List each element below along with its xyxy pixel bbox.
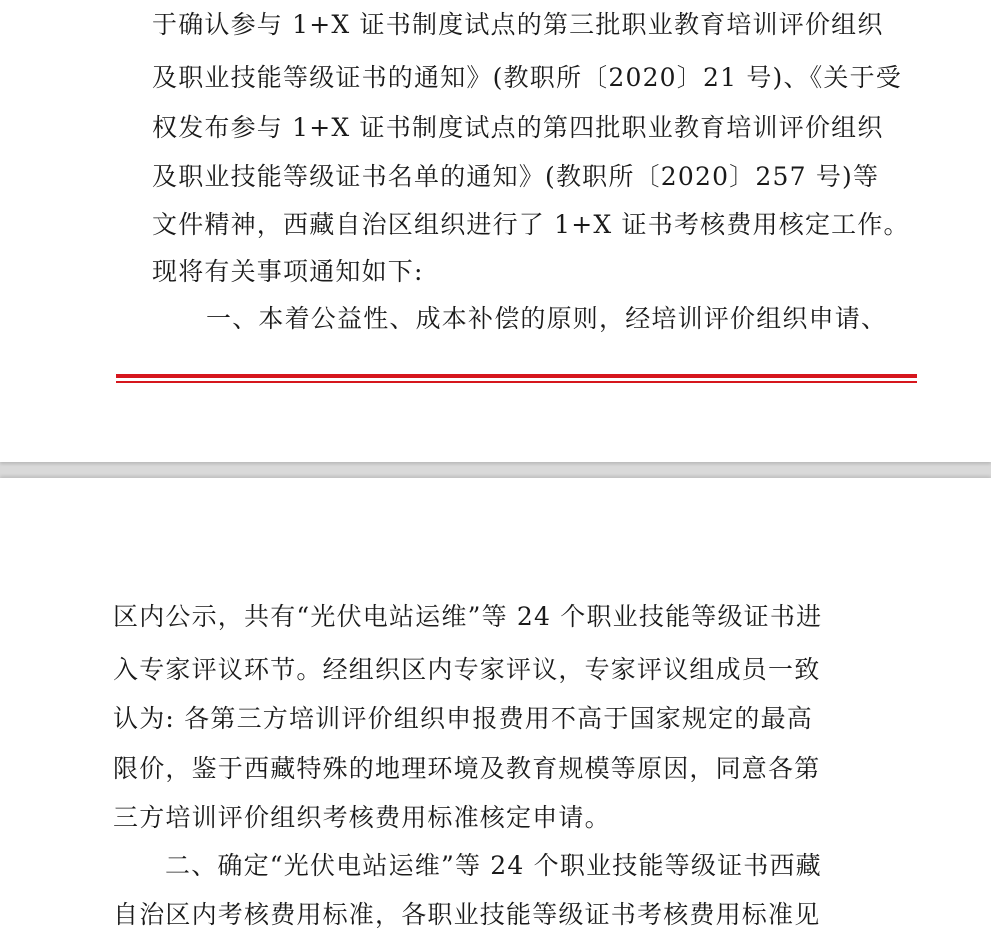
text-line: 权发布参与 1+X 证书制度试点的第四批职业教育培训评价组织 [152, 113, 884, 142]
red-divider-thick [116, 374, 917, 378]
text-line: 现将有关事项通知如下: [152, 257, 424, 286]
text-line: 于确认参与 1+X 证书制度试点的第三批职业教育培训评价组织 [152, 10, 884, 39]
text-line: 认为: 各第三方培训评价组织申报费用不高于国家规定的最高 [113, 704, 813, 733]
text-line: 区内公示，共有“光伏电站运维”等 24 个职业技能等级证书进 [113, 602, 823, 631]
document-page-2 [0, 478, 991, 940]
text-line: 二、确定“光伏电站运维”等 24 个职业技能等级证书西藏 [165, 851, 822, 880]
text-line: 三方培训评价组织考核费用标准核定申请。 [113, 803, 611, 832]
red-divider-thin [116, 381, 917, 383]
text-line: 入专家评议环节。经组织区内专家评议，专家评议组成员一致 [113, 655, 821, 684]
document-page-1 [0, 0, 991, 462]
text-line: 一、本着公益性、成本补偿的原则，经培训评价组织申请、 [206, 304, 888, 333]
text-line: 限价，鉴于西藏特殊的地理环境及教育规模等原因，同意各第 [113, 754, 821, 783]
text-line: 自治区内考核费用标准，各职业技能等级证书考核费用标准见 [113, 900, 821, 929]
text-line: 及职业技能等级证书名单的通知》(教职所〔2020〕257 号)等 [152, 162, 880, 191]
text-line: 文件精神，西藏自治区组织进行了 1+X 证书考核费用核定工作。 [152, 210, 910, 239]
text-line: 及职业技能等级证书的通知》(教职所〔2020〕21 号)、《关于受 [152, 63, 902, 92]
